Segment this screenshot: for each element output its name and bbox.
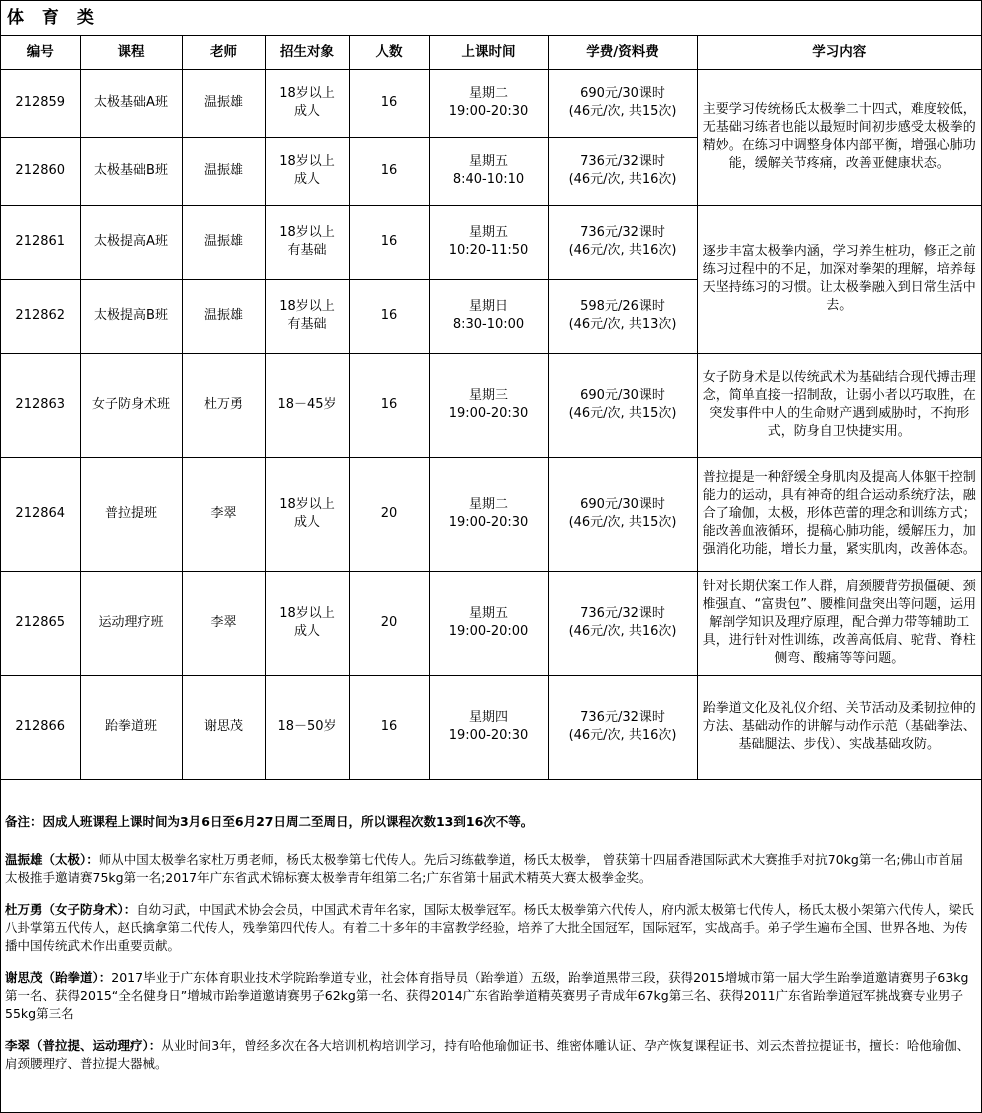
fee-total: 736元/32课时 — [580, 225, 665, 240]
course-fee — [548, 675, 697, 779]
teacher-bio-xie — [1, 955, 981, 1023]
fee-total: 736元/32课时 — [580, 710, 665, 725]
course-target — [265, 205, 349, 279]
course-target — [265, 137, 349, 205]
course-count: 16 — [349, 205, 429, 279]
course-time — [429, 571, 548, 675]
course-table — [1, 36, 981, 780]
teacher-bio-du — [1, 887, 981, 955]
course-time — [429, 205, 548, 279]
course-time — [429, 279, 548, 353]
notes-section — [1, 779, 981, 1073]
header-code: 编号 — [1, 36, 80, 69]
course-name: 太极基础A班 — [80, 69, 182, 137]
course-count: 16 — [349, 353, 429, 457]
course-name: 太极提高A班 — [80, 205, 182, 279]
table-row — [1, 353, 981, 457]
target-line-2: 有基础 — [287, 243, 327, 258]
time-hours: 8:30-10:00 — [452, 317, 525, 332]
fee-per: (46元/次, 共16次) — [568, 728, 677, 743]
course-code: 212861 — [1, 205, 80, 279]
course-name: 普拉提班 — [80, 457, 182, 571]
course-code: 212864 — [1, 457, 80, 571]
time-hours: 8:40-10:10 — [452, 172, 525, 187]
time-day: 星期四 — [468, 710, 508, 725]
course-fee — [548, 69, 697, 137]
course-teacher: 谢思茂 — [182, 675, 265, 779]
header-content: 学习内容 — [697, 36, 981, 69]
target-line-1: 18岁以上 — [279, 86, 335, 101]
header-target: 招生对象 — [265, 36, 349, 69]
course-target — [265, 571, 349, 675]
target-line-1: 18岁以上 — [279, 154, 335, 169]
fee-total: 690元/30课时 — [580, 388, 665, 403]
fee-per: (46元/次, 共15次) — [568, 104, 677, 119]
header-course: 课程 — [80, 36, 182, 69]
fee-per: (46元/次, 共15次) — [568, 406, 677, 421]
course-time — [429, 457, 548, 571]
course-code: 212862 — [1, 279, 80, 353]
course-code: 212859 — [1, 69, 80, 137]
time-hours: 10:20-11:50 — [448, 243, 529, 258]
target-line-2: 成人 — [293, 515, 320, 530]
table-row — [1, 457, 981, 571]
fee-per: (46元/次, 共16次) — [568, 624, 677, 639]
fee-total: 598元/26课时 — [580, 299, 665, 314]
course-fee — [548, 205, 697, 279]
table-row — [1, 571, 981, 675]
course-name: 运动理疗班 — [80, 571, 182, 675]
target-line-2: 成人 — [293, 104, 320, 119]
course-time — [429, 137, 548, 205]
target-line-1: 18岁以上 — [279, 225, 335, 240]
course-time — [429, 675, 548, 779]
fee-total: 736元/32课时 — [580, 606, 665, 621]
course-teacher: 杜万勇 — [182, 353, 265, 457]
teacher-bio-text: 2017毕业于广东体育职业技术学院跆拳道专业，社会体育指导员（跆拳道）五级，跆拳道黑带三段，获得2015增城市第一届大学生跆拳道邀请赛男子63kg第一名、获得2015“全名健身日”增城市跆拳道邀请赛男子62kg第一名、获得2014广东省跆拳道精英赛男子青成年67kg第三名、获得2011广东省跆拳道冠军挑战赛专业男子55kg第三名 — [5, 970, 969, 1021]
remark-note: 备注：因成人班课程上课时间为3月6日至6月27日周二至周日，所以课程次数13到16次不等。 — [5, 814, 534, 829]
course-name: 太极基础B班 — [80, 137, 182, 205]
course-name: 太极提高B班 — [80, 279, 182, 353]
course-count: 16 — [349, 675, 429, 779]
time-hours: 19:00-20:30 — [448, 728, 529, 743]
course-content: 逐步丰富太极拳内涵，学习养生桩功，修正之前练习过程中的不足，加深对拳架的理解，培养每天坚持练习的习惯。让太极拳融入到日常生活中去。 — [697, 205, 981, 353]
teacher-bio-text: 师从中国太极拳名家杜万勇老师，杨氏太极拳第七代传人。先后习练截拳道，杨氏太极拳， 曾获第十四届香港国际武术大赛推手对抗70kg第一名;佛山市首届太极推手邀请赛75kg第一名;2017年广东省武术锦标赛太极拳青年组第二名;广东省第十届武术精英大赛太极拳金奖。 — [5, 852, 964, 885]
course-teacher: 李翠 — [182, 571, 265, 675]
table-row — [1, 675, 981, 779]
course-teacher: 温振雄 — [182, 137, 265, 205]
teacher-bio-name: 谢思茂（跆拳道）： — [5, 970, 112, 985]
course-content: 女子防身术是以传统武术为基础结合现代搏击理念，简单直接一招制敌，让弱小者以巧取胜，在突发事件中人的生命财产遇到威胁时，不拘形式，防身自卫快捷实用。 — [697, 353, 981, 457]
course-target: 18－50岁 — [265, 675, 349, 779]
time-day: 星期二 — [468, 86, 508, 101]
course-count: 20 — [349, 571, 429, 675]
course-code: 212866 — [1, 675, 80, 779]
target-line-2: 成人 — [293, 172, 320, 187]
course-target: 18－45岁 — [265, 353, 349, 457]
course-code: 212860 — [1, 137, 80, 205]
target-line-2: 成人 — [293, 624, 320, 639]
course-teacher: 李翠 — [182, 457, 265, 571]
teacher-bio-text: 从业时间3年，曾经多次在各大培训机构培训学习，持有哈他瑜伽证书、维密体雕认证、孕产恢复课程证书、刘云杰普拉提证书，擅长：哈他瑜伽、肩颈腰理疗、普拉提大器械。 — [5, 1038, 970, 1071]
time-hours: 19:00-20:00 — [448, 624, 529, 639]
fee-per: (46元/次, 共15次) — [568, 515, 677, 530]
course-teacher: 温振雄 — [182, 279, 265, 353]
time-day: 星期二 — [468, 497, 508, 512]
course-fee — [548, 457, 697, 571]
time-hours: 19:00-20:30 — [448, 406, 529, 421]
table-header-row — [1, 36, 981, 69]
target-line-1: 18岁以上 — [279, 299, 335, 314]
fee-per: (46元/次, 共16次) — [568, 172, 677, 187]
time-day: 星期三 — [468, 388, 508, 403]
course-code: 212863 — [1, 353, 80, 457]
course-code: 212865 — [1, 571, 80, 675]
time-day: 星期日 — [468, 299, 508, 314]
course-fee — [548, 571, 697, 675]
time-day: 星期五 — [468, 154, 508, 169]
target-line-1: 18岁以上 — [279, 497, 335, 512]
course-name: 跆拳道班 — [80, 675, 182, 779]
course-fee — [548, 279, 697, 353]
fee-total: 736元/32课时 — [580, 154, 665, 169]
teacher-bio-name: 杜万勇（女子防身术）： — [5, 902, 137, 917]
course-content: 普拉提是一种舒缓全身肌肉及提高人体躯干控制能力的运动，具有神奇的组合运动系统疗法，融合了瑜伽，太极，形体芭蕾的理念和训练方式；能改善血液循环，提稿心肺功能，缓解压力，加强消化功能，增长力量，紧实肌肉，改善体态。 — [697, 457, 981, 571]
header-count: 人数 — [349, 36, 429, 69]
course-teacher: 温振雄 — [182, 69, 265, 137]
course-time — [429, 69, 548, 137]
header-time: 上课时间 — [429, 36, 548, 69]
course-content: 跆拳道文化及礼仪介绍、关节活动及柔韧拉伸的方法、基础动作的讲解与动作示范（基础拳法、基础腿法、步伐）、实战基础攻防。 — [697, 675, 981, 779]
course-count: 16 — [349, 69, 429, 137]
time-hours: 19:00-20:30 — [448, 104, 529, 119]
teacher-bio-name: 李翠（普拉提、运动理疗）： — [5, 1038, 162, 1053]
course-target — [265, 279, 349, 353]
teacher-bio-wen — [1, 833, 981, 887]
course-teacher: 温振雄 — [182, 205, 265, 279]
course-count: 16 — [349, 279, 429, 353]
course-fee — [548, 353, 697, 457]
fee-total: 690元/30课时 — [580, 86, 665, 101]
course-content: 针对长期伏案工作人群，肩颈腰背劳损僵硬、颈椎强直、“富贵包”、腰椎间盘突出等问题，运用解剖学知识及理疗原理，配合弹力带等辅助工具，进行针对性训练，改善高低肩、驼背、脊柱侧弯、酸痛等等问题。 — [697, 571, 981, 675]
page-title: 体 育 类 — [1, 1, 981, 36]
time-day: 星期五 — [468, 225, 508, 240]
teacher-bio-text: 自幼习武，中国武术协会会员，中国武术青年名家，国际太极拳冠军。杨氏太极拳第六代传人，府内派太极第七代传人，杨氏太极小架第六代传人，梁氏八卦掌第五代传人，赵氏擒拿第二代传人，残拳第四代传人。有着二十多年的丰富教学经验，培养了大批全国冠军，国际冠军，实战高手。弟子学生遍布全国、世界各地、为传播中国传统武术作出重要贡献。 — [5, 902, 974, 953]
course-count: 20 — [349, 457, 429, 571]
course-fee — [548, 137, 697, 205]
table-row — [1, 69, 981, 137]
teacher-bio-li — [1, 1023, 981, 1073]
course-time — [429, 353, 548, 457]
table-row — [1, 205, 981, 279]
course-name: 女子防身术班 — [80, 353, 182, 457]
header-fee: 学费/资料费 — [548, 36, 697, 69]
teacher-bio-name: 温振雄（太极）： — [5, 852, 99, 867]
course-target — [265, 69, 349, 137]
fee-per: (46元/次, 共16次) — [568, 243, 677, 258]
course-count: 16 — [349, 137, 429, 205]
time-hours: 19:00-20:30 — [448, 515, 529, 530]
course-content: 主要学习传统杨氏太极拳二十四式，难度较低，无基础习练者也能以最短时间初步感受太极拳的精妙。在练习中调整身体内部平衡，增强心肺功能，缓解关节疼痛，改善亚健康状态。 — [697, 69, 981, 205]
target-line-1: 18岁以上 — [279, 606, 335, 621]
fee-per: (46元/次, 共13次) — [568, 317, 677, 332]
time-day: 星期五 — [468, 606, 508, 621]
target-line-2: 有基础 — [287, 317, 327, 332]
course-target — [265, 457, 349, 571]
header-teacher: 老师 — [182, 36, 265, 69]
fee-total: 690元/30课时 — [580, 497, 665, 512]
